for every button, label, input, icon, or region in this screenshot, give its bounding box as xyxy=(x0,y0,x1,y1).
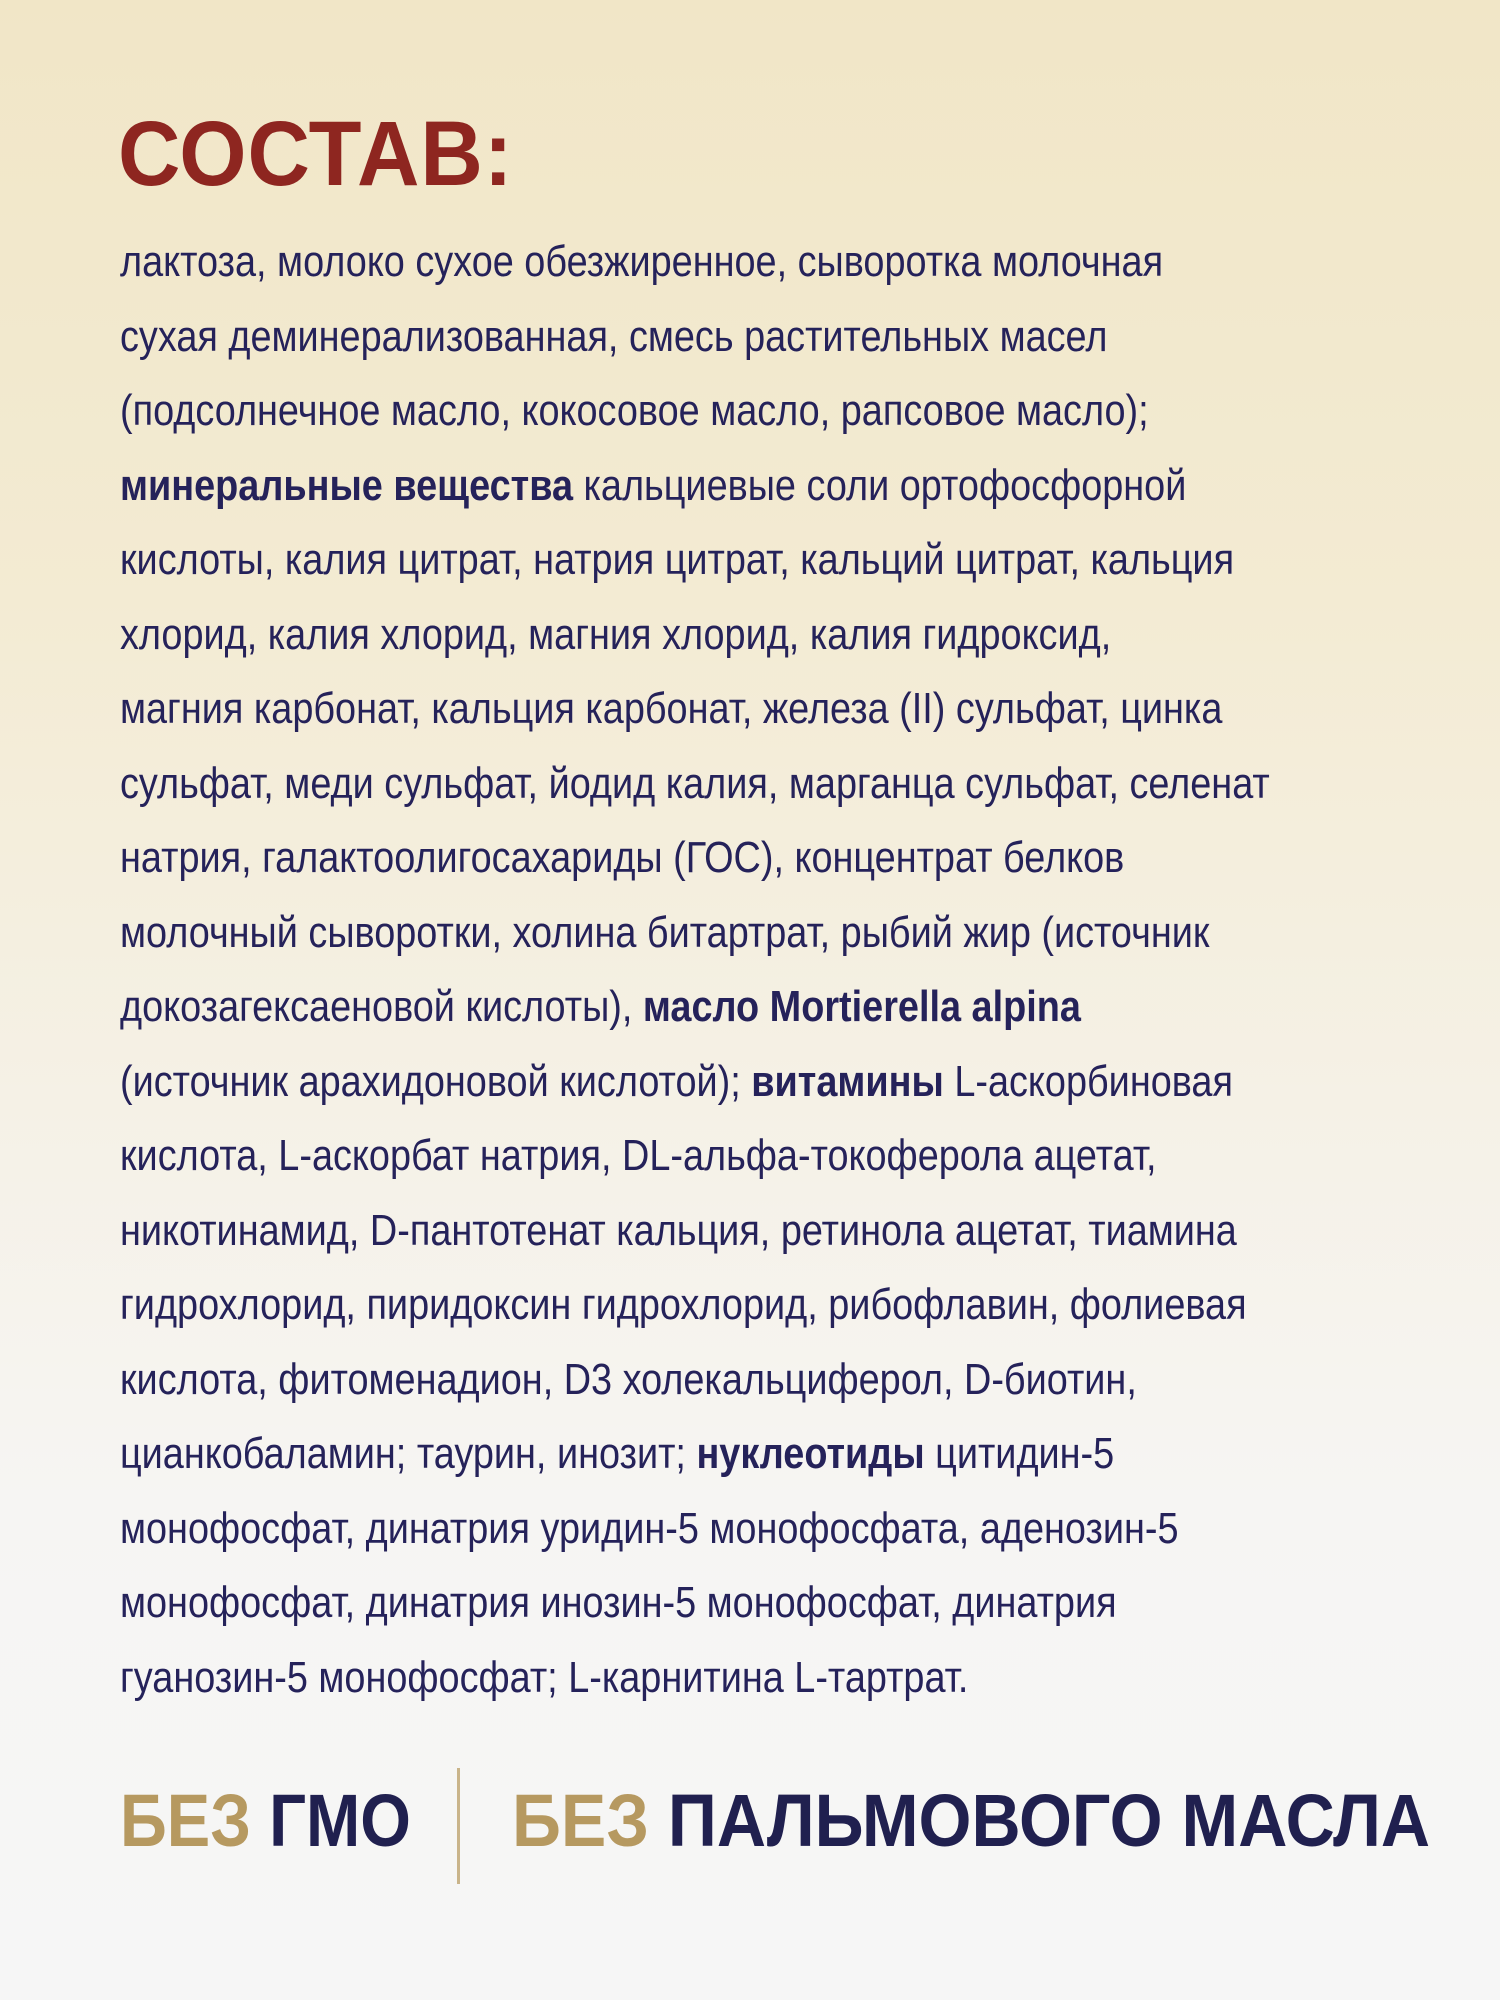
ingredient-line xyxy=(120,821,1238,896)
ingredient-text: докозагексаеновой кислоты), xyxy=(120,982,643,1031)
ingredient-text: кислота, фитоменадион, D3 холекальциферол, D-биотин, xyxy=(120,1354,1137,1404)
no-gmo-label: ГМО xyxy=(269,1779,411,1862)
ingredient-line xyxy=(120,1268,1247,1343)
ingredient-text: гуанозин-5 монофосфат; L-карнитина L-тартрат. xyxy=(120,1652,969,1702)
no-palm-oil-label: ПАЛЬМОВОГО МАСЛА xyxy=(667,1779,1431,1862)
ingredient-line xyxy=(120,970,1238,1045)
ingredient-line xyxy=(120,747,1270,822)
ingredient-line xyxy=(120,449,1238,524)
no-palm-oil-prefix: БЕЗ xyxy=(512,1779,649,1862)
ingredient-text: цитидин-5 xyxy=(924,1429,1115,1478)
ingredient-text: сухая деминерализованная, смесь растительных масел xyxy=(120,311,1108,361)
ingredient-line xyxy=(120,300,1238,375)
ingredient-line xyxy=(120,1194,1238,1269)
ingredient-text: никотинамид, D-пантотенат кальция, ретинола ацетат, тиамина xyxy=(120,1205,1237,1255)
ingredient-text: молочный сыворотки, холина битартрат, рыбий жир (источник xyxy=(120,907,1210,957)
ingredients-list xyxy=(120,225,1420,1715)
ingredient-line xyxy=(120,225,1238,300)
ingredient-line xyxy=(120,1417,1238,1492)
ingredient-line xyxy=(120,1119,1238,1194)
ingredient-text: L-аскорбиновая xyxy=(943,1056,1233,1106)
claims-footer xyxy=(120,1768,1431,1884)
ingredient-text: натрия, галактоолигосахариды (ГОС), концентрат белков xyxy=(120,833,1125,882)
footer-divider xyxy=(457,1768,460,1884)
ingredient-text: магния карбонат, кальция карбонат, железа (II) сульфат, цинка xyxy=(120,684,1223,733)
no-palm-oil-claim xyxy=(512,1779,1431,1862)
ingredient-line xyxy=(120,1492,1238,1567)
ingredient-group-label: масло Mortierella alpina xyxy=(642,982,1081,1031)
ingredient-line xyxy=(120,374,1238,449)
ingredient-text: (подсолнечное масло, кокосовое масло, рапсовое масло); xyxy=(120,386,1149,435)
ingredient-line xyxy=(120,672,1238,747)
ingredient-group-label: минеральные вещества xyxy=(120,460,574,510)
ingredient-text: кислота, L-аскорбат натрия, DL-альфа-токоферола ацетат, xyxy=(120,1131,1157,1180)
ingredient-text: кислоты, калия цитрат, натрия цитрат, кальций цитрат, кальция xyxy=(120,535,1235,584)
ingredient-line xyxy=(120,1343,1238,1418)
ingredient-text: хлорид, калия хлорид, магния хлорид, калия гидроксид, xyxy=(120,609,1112,659)
ingredient-group-label: нуклеотиды xyxy=(696,1429,925,1478)
ingredient-line xyxy=(120,1641,1238,1716)
ingredient-text: (источник арахидоновой кислотой); xyxy=(120,1056,752,1106)
ingredient-line xyxy=(120,1566,1238,1641)
ingredient-line xyxy=(120,896,1238,971)
ingredient-group-label: витамины xyxy=(751,1056,944,1106)
ingredient-text: монофосфат, динатрия инозин-5 монофосфат, динатрия xyxy=(120,1578,1117,1627)
ingredient-line xyxy=(120,598,1238,673)
ingredient-text: гидрохлорид, пиридоксин гидрохлорид, рибофлавин, фолиевая xyxy=(120,1280,1247,1329)
no-gmo-claim xyxy=(120,1779,411,1862)
ingredient-text: кальциевые соли ортофосфорной xyxy=(573,460,1187,510)
ingredient-text: сульфат, меди сульфат, йодид калия, марганца сульфат, селенат xyxy=(120,758,1270,808)
ingredient-text: монофосфат, динатрия уридин-5 монофосфата, аденозин-5 xyxy=(120,1503,1179,1553)
ingredient-line xyxy=(120,1045,1238,1120)
no-gmo-prefix: БЕЗ xyxy=(120,1779,252,1862)
ingredient-text: лактоза, молоко сухое обезжиренное, сыворотка молочная xyxy=(120,237,1164,286)
ingredient-line xyxy=(120,523,1238,598)
composition-heading: СОСТАВ: xyxy=(118,103,514,205)
ingredient-text: цианкобаламин; таурин, инозит; xyxy=(120,1429,697,1478)
